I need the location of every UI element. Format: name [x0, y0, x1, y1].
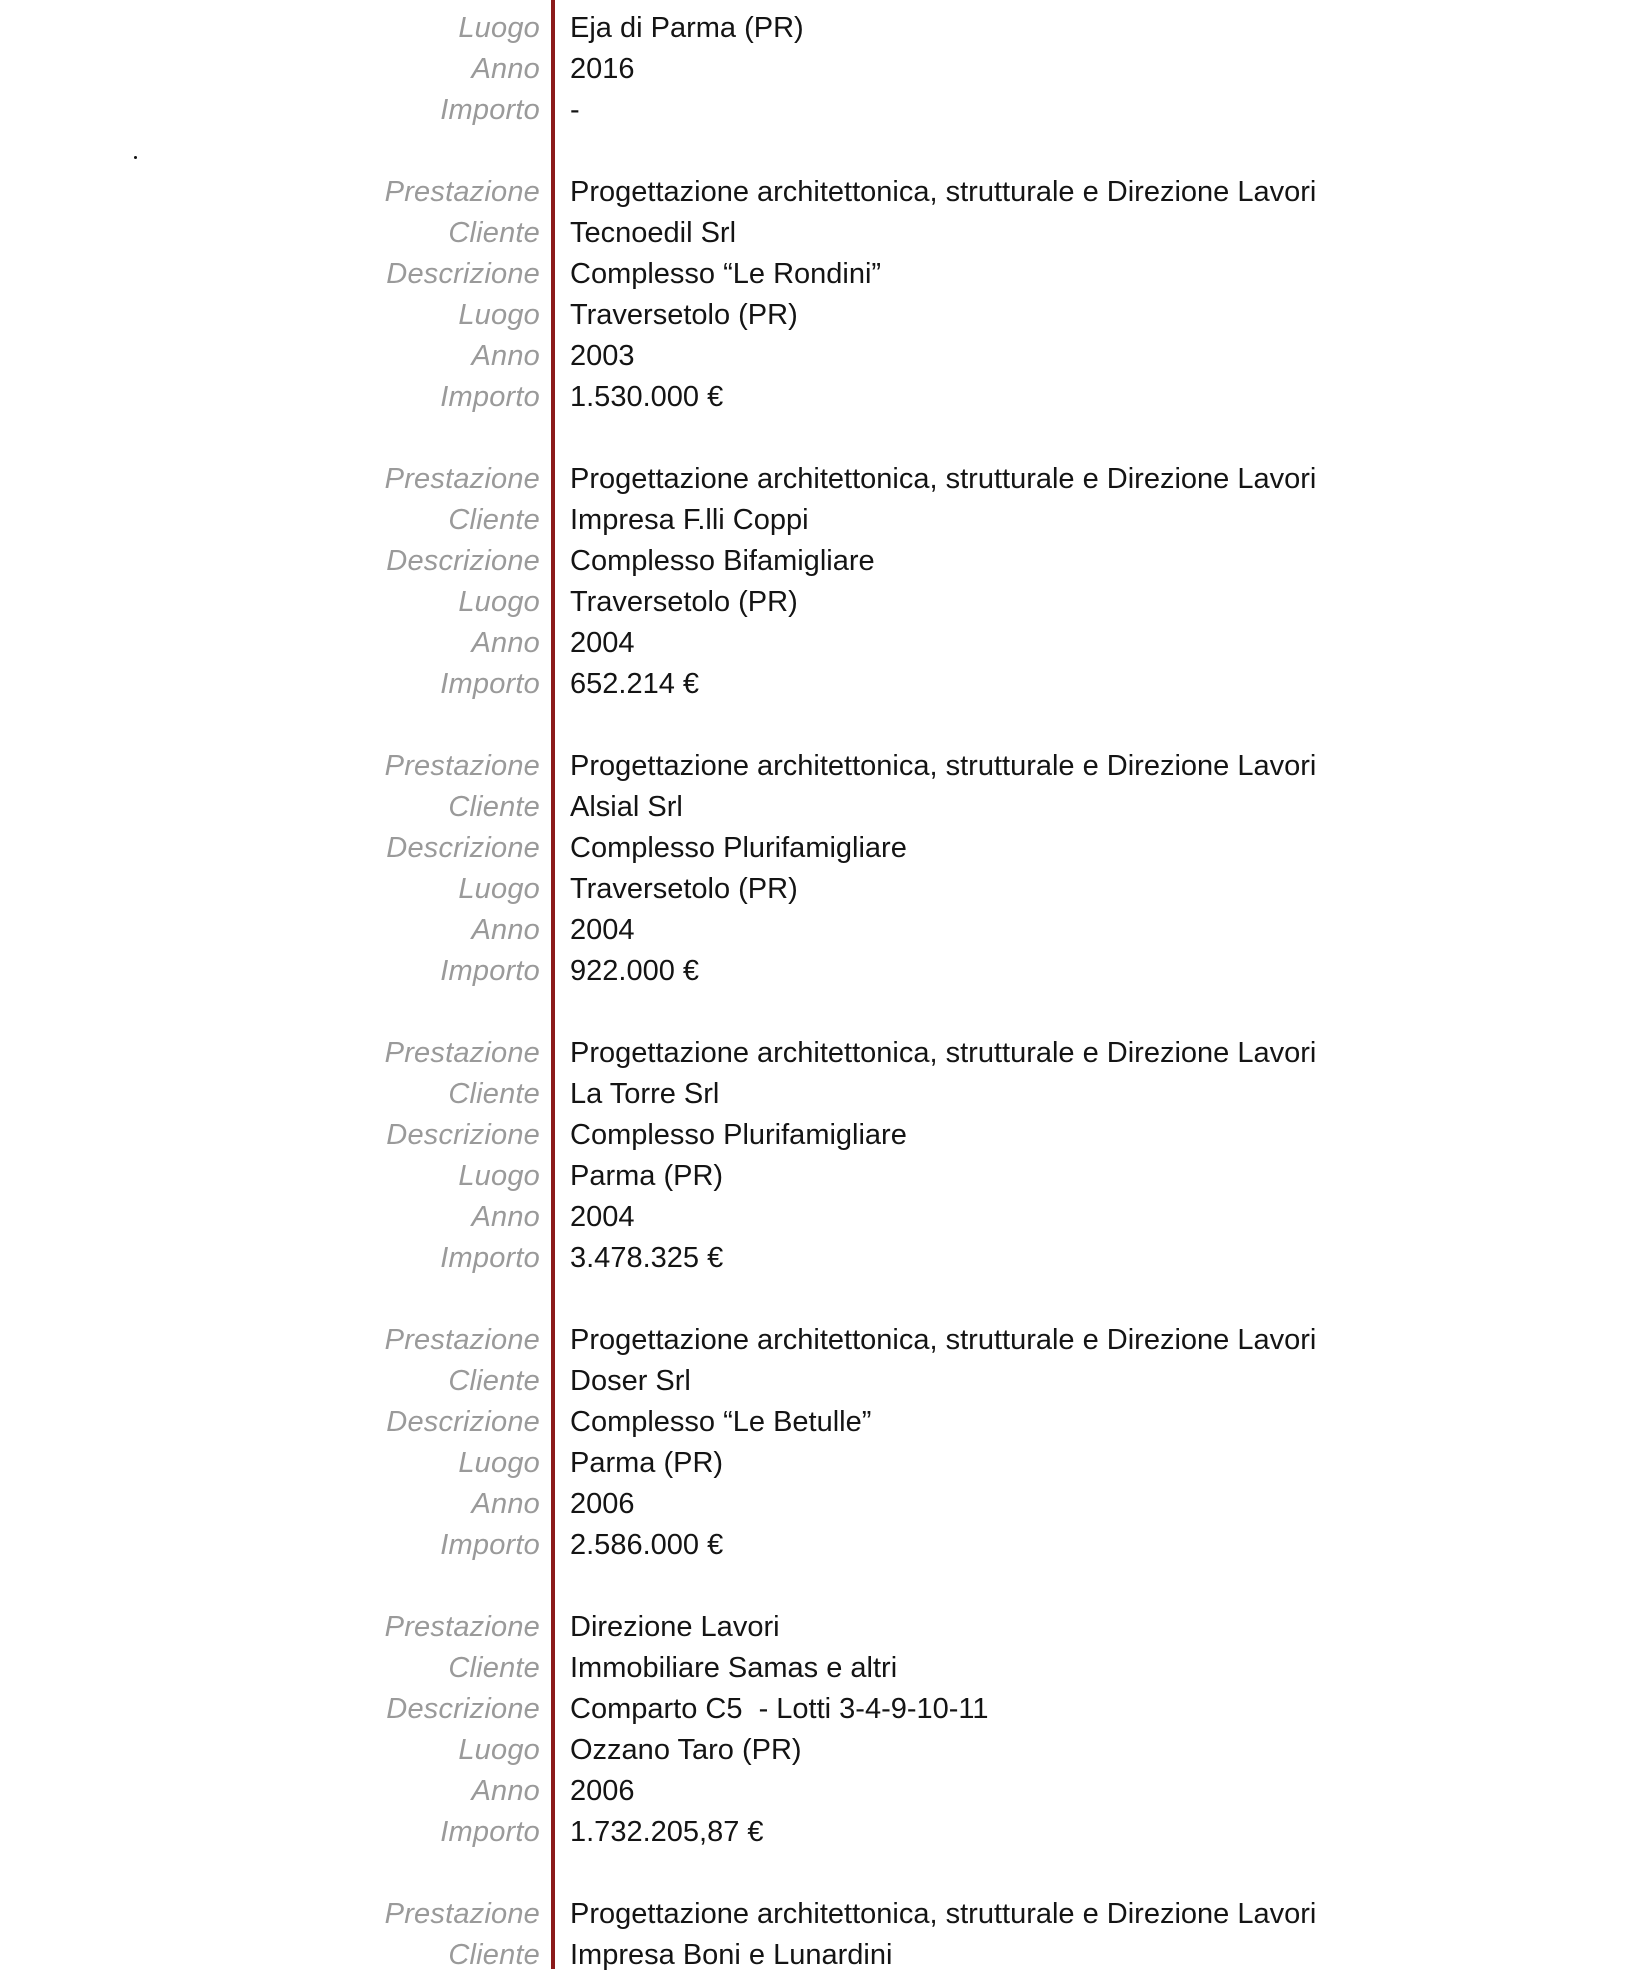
field-value: La Torre Srl — [570, 1078, 720, 1110]
project-entry — [0, 1033, 1646, 1279]
field-row — [0, 172, 1646, 213]
field-value: Impresa Boni e Lunardini — [570, 1939, 893, 1971]
field-value: Immobiliare Samas e altri — [570, 1652, 898, 1684]
field-label: Importo — [440, 1529, 540, 1561]
field-value: 652.214 € — [570, 668, 700, 700]
field-label: Importo — [440, 955, 540, 987]
field-label: Importo — [440, 668, 540, 700]
field-value: 2004 — [570, 914, 635, 946]
field-label: Prestazione — [384, 1324, 540, 1356]
field-row — [0, 1074, 1646, 1115]
field-value: Traversetolo (PR) — [570, 299, 798, 331]
field-label: Cliente — [448, 1078, 540, 1110]
field-value: Traversetolo (PR) — [570, 586, 798, 618]
field-row — [0, 1115, 1646, 1156]
field-label: Luogo — [458, 1447, 540, 1479]
field-value: 2004 — [570, 627, 635, 659]
field-value: Progettazione architettonica, strutturale e Direzione Lavori — [570, 1037, 1317, 1069]
field-label: Importo — [440, 1242, 540, 1274]
field-value: Traversetolo (PR) — [570, 873, 798, 905]
field-value: Complesso “Le Betulle” — [570, 1406, 872, 1438]
field-value: Alsial Srl — [570, 791, 683, 823]
field-label: Descrizione — [386, 545, 540, 577]
field-row — [0, 1238, 1646, 1279]
entry-spacer — [0, 1566, 1646, 1607]
entry-spacer — [0, 992, 1646, 1033]
field-row — [0, 1443, 1646, 1484]
field-label: Cliente — [448, 217, 540, 249]
field-row — [0, 1525, 1646, 1566]
project-entry — [0, 1320, 1646, 1566]
field-label: Prestazione — [384, 1037, 540, 1069]
field-row — [0, 828, 1646, 869]
field-row — [0, 8, 1646, 49]
field-row — [0, 295, 1646, 336]
field-label: Cliente — [448, 1652, 540, 1684]
field-label: Descrizione — [386, 1406, 540, 1438]
entry-spacer — [0, 705, 1646, 746]
field-label: Anno — [471, 1201, 540, 1233]
field-row — [0, 951, 1646, 992]
field-row — [0, 1689, 1646, 1730]
field-label: Cliente — [448, 1939, 540, 1971]
field-row — [0, 1812, 1646, 1853]
field-value: 2006 — [570, 1488, 635, 1520]
field-label: Prestazione — [384, 1611, 540, 1643]
field-label: Prestazione — [384, 463, 540, 495]
field-label: Luogo — [458, 299, 540, 331]
field-value: 2004 — [570, 1201, 635, 1233]
field-row — [0, 1935, 1646, 1976]
field-value: 2016 — [570, 53, 635, 85]
field-value: 922.000 € — [570, 955, 700, 987]
field-row — [0, 49, 1646, 90]
field-value: - — [570, 94, 580, 126]
field-value: Progettazione architettonica, strutturale e Direzione Lavori — [570, 750, 1317, 782]
field-row — [0, 1771, 1646, 1812]
field-row — [0, 1320, 1646, 1361]
field-value: 1.530.000 € — [570, 381, 724, 413]
field-label: Importo — [440, 1816, 540, 1848]
entry-spacer — [0, 131, 1646, 172]
field-value: Impresa F.lli Coppi — [570, 504, 809, 536]
field-row — [0, 500, 1646, 541]
field-label: Importo — [440, 381, 540, 413]
field-value: Complesso Plurifamigliare — [570, 1119, 907, 1151]
field-row — [0, 1402, 1646, 1443]
field-label: Anno — [471, 914, 540, 946]
field-row — [0, 1894, 1646, 1935]
field-row — [0, 1197, 1646, 1238]
field-row — [0, 623, 1646, 664]
field-row — [0, 541, 1646, 582]
field-row — [0, 1361, 1646, 1402]
field-value: Progettazione architettonica, strutturale e Direzione Lavori — [570, 176, 1317, 208]
project-entry — [0, 8, 1646, 131]
project-entry — [0, 746, 1646, 992]
field-row — [0, 787, 1646, 828]
field-row — [0, 90, 1646, 131]
project-list — [0, 8, 1646, 1976]
field-label: Anno — [471, 1488, 540, 1520]
field-row — [0, 1648, 1646, 1689]
field-label: Cliente — [448, 1365, 540, 1397]
field-label: Prestazione — [384, 1898, 540, 1930]
field-label: Anno — [471, 1775, 540, 1807]
field-value: Doser Srl — [570, 1365, 691, 1397]
field-label: Anno — [471, 340, 540, 372]
field-row — [0, 1484, 1646, 1525]
field-label: Luogo — [458, 1160, 540, 1192]
field-value: Progettazione architettonica, strutturale e Direzione Lavori — [570, 463, 1317, 495]
field-value: Tecnoedil Srl — [570, 217, 737, 249]
field-value: 3.478.325 € — [570, 1242, 724, 1274]
field-label: Descrizione — [386, 258, 540, 290]
field-row — [0, 1033, 1646, 1074]
field-value: Eja di Parma (PR) — [570, 12, 804, 44]
project-entry — [0, 172, 1646, 418]
field-value: 2.586.000 € — [570, 1529, 724, 1561]
field-value: 2006 — [570, 1775, 635, 1807]
field-value: Progettazione architettonica, strutturale e Direzione Lavori — [570, 1898, 1317, 1930]
field-label: Importo — [440, 94, 540, 126]
field-label: Prestazione — [384, 176, 540, 208]
field-label: Luogo — [458, 12, 540, 44]
field-row — [0, 746, 1646, 787]
field-label: Descrizione — [386, 832, 540, 864]
entry-spacer — [0, 1279, 1646, 1320]
field-value: 2003 — [570, 340, 635, 372]
field-row — [0, 1607, 1646, 1648]
field-value: Complesso “Le Rondini” — [570, 258, 882, 290]
project-entry — [0, 459, 1646, 705]
field-row — [0, 1156, 1646, 1197]
field-label: Anno — [471, 53, 540, 85]
field-row — [0, 459, 1646, 500]
field-value: Complesso Bifamigliare — [570, 545, 875, 577]
field-value: 1.732.205,87 € — [570, 1816, 764, 1848]
field-label: Luogo — [458, 873, 540, 905]
field-label: Luogo — [458, 586, 540, 618]
field-row — [0, 664, 1646, 705]
field-row — [0, 869, 1646, 910]
field-value: Ozzano Taro (PR) — [570, 1734, 802, 1766]
field-value: Direzione Lavori — [570, 1611, 780, 1643]
field-label: Prestazione — [384, 750, 540, 782]
field-row — [0, 910, 1646, 951]
field-label: Cliente — [448, 504, 540, 536]
field-row — [0, 1730, 1646, 1771]
field-row — [0, 336, 1646, 377]
entry-spacer — [0, 1853, 1646, 1894]
field-row — [0, 213, 1646, 254]
field-label: Cliente — [448, 791, 540, 823]
field-label: Descrizione — [386, 1119, 540, 1151]
field-value: Parma (PR) — [570, 1447, 724, 1479]
field-row — [0, 377, 1646, 418]
field-row — [0, 582, 1646, 623]
field-label: Descrizione — [386, 1693, 540, 1725]
field-row — [0, 254, 1646, 295]
project-entry — [0, 1607, 1646, 1853]
field-label: Anno — [471, 627, 540, 659]
field-value: Progettazione architettonica, strutturale e Direzione Lavori — [570, 1324, 1317, 1356]
entry-spacer — [0, 418, 1646, 459]
field-value: Parma (PR) — [570, 1160, 724, 1192]
field-label: Luogo — [458, 1734, 540, 1766]
project-entry — [0, 1894, 1646, 1976]
field-value: Comparto C5 - Lotti 3-4-9-10-11 — [570, 1693, 989, 1725]
field-value: Complesso Plurifamigliare — [570, 832, 907, 864]
